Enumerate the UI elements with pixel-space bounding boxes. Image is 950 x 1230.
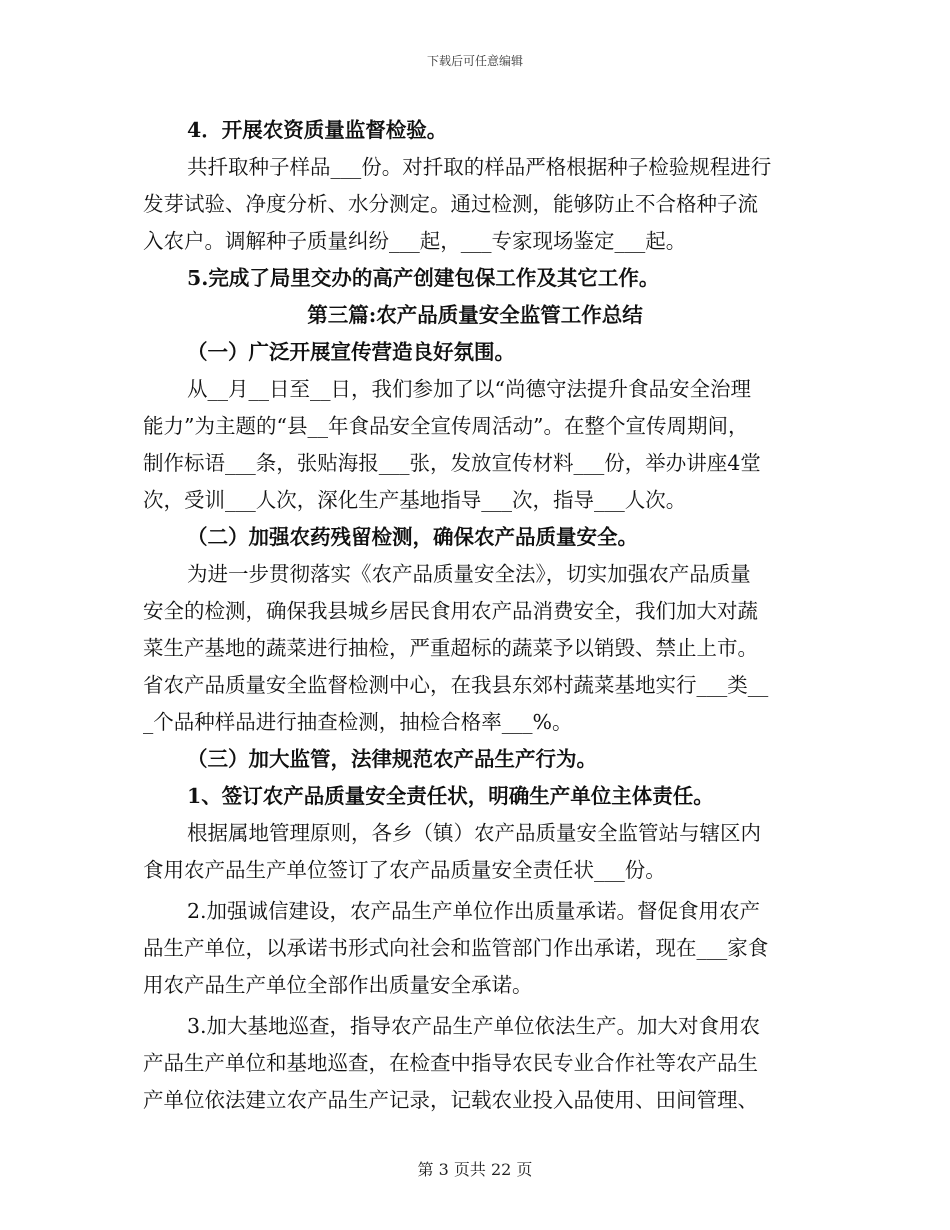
text-line: 用农产品生产单位全部作出质量安全承诺。 [143, 973, 533, 997]
text-line: 品生产单位，以承诺书形式向社会和监管部门作出承诺，现在___家食 [143, 936, 769, 960]
text-line: 4．开展农资质量监督检验。 [187, 118, 448, 142]
text-line: （二）加强农药残留检测，确保农产品质量安全。 [187, 525, 638, 549]
text-line: 入农户。调解种子质量纠纷___起，___专家现场鉴定___起。 [143, 229, 687, 253]
text-line: 产单位依法建立农产品生产记录，记载农业投入品使用、田间管理、 [143, 1088, 758, 1112]
text-line: 共扦取种子样品___份。对扦取的样品严格根据种子检验规程进行 [187, 155, 772, 179]
text-line: 第三篇:农产品质量安全监管工作总结 [307, 303, 643, 327]
text-line: （三）加大监管，法律规范农产品生产行为。 [187, 747, 597, 771]
text-line: 产品生产单位和基地巡查，在检查中指导农民专业合作社等农产品生 [143, 1051, 758, 1075]
text-line: 5.完成了局里交办的高产创建包保工作及其它工作。 [187, 266, 660, 290]
page-footer: 第 3 页共 22 页 [417, 1160, 533, 1179]
text-line: 菜生产基地的蔬菜进行抽检，严重超标的蔬菜予以销毁、禁止上市。 [143, 636, 758, 660]
text-line: 省农产品质量安全监督检测中心，在我县东郊村蔬菜基地实行___类__ [143, 673, 769, 697]
text-line: 能力”为主题的“县__年食品安全宣传周活动”。在整个宣传周期间， [143, 414, 749, 438]
text-line: 制作标语___条，张贴海报___张，发放宣传材料___份，举办讲座4堂 [143, 451, 761, 475]
text-line: （一）广泛开展宣传营造良好氛围。 [187, 340, 515, 364]
text-line: 从__月__日至__日，我们参加了以“尚德守法提升食品安全治理 [187, 377, 751, 401]
text-line: 安全的检测，确保我县城乡居民食用农产品消费安全，我们加大对蔬 [143, 599, 758, 623]
document-body [143, 112, 807, 1119]
text-line: 2.加强诚信建设，农产品生产单位作出质量承诺。督促食用农产 [187, 899, 761, 923]
text-line: 次，受训___人次，深化生产基地指导___次，指导___人次。 [143, 488, 687, 512]
text-line: 3.加大基地巡查，指导农产品生产单位依法生产。加大对食用农 [187, 1014, 761, 1038]
page-header: 下载后可任意编辑 [426, 54, 523, 68]
text-line: 食用农产品生产单位签订了农产品质量安全责任状___份。 [143, 858, 666, 882]
text-line: _个品种样品进行抽查检测，抽检合格率___%。 [143, 710, 573, 734]
text-line: 根据属地管理原则，各乡（镇）农产品质量安全监管站与辖区内 [187, 821, 761, 845]
text-line: 1、签订农产品质量安全责任状，明确生产单位主体责任。 [187, 784, 714, 808]
text-line: 为进一步贯彻落实《农产品质量安全法》，切实加强农产品质量 [187, 562, 751, 586]
text-line: 发芽试验、净度分析、水分测定。通过检测，能够防止不合格种子流 [143, 192, 758, 216]
